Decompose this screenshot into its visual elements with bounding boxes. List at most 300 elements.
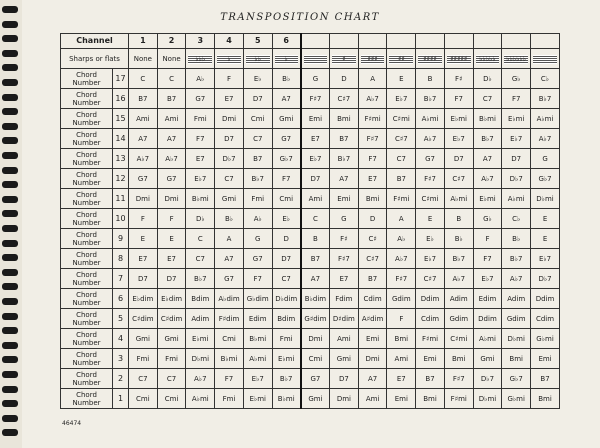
chord-row <box>61 149 560 169</box>
chord-row <box>61 209 560 229</box>
chord-cell: Cdim <box>531 309 560 329</box>
binding-coil <box>2 283 18 290</box>
chord-cell: Gmi <box>473 349 502 369</box>
chord-cell: Bmi <box>416 389 445 409</box>
chord-cell: C7 <box>157 369 186 389</box>
key-signature-cell <box>387 49 416 69</box>
chord-number-label: Chord Number <box>61 369 113 389</box>
chord-cell: Ami <box>129 109 158 129</box>
chord-cell: G <box>330 209 359 229</box>
chord-cell: Adim <box>444 289 473 309</box>
chord-number-label: Chord Number <box>61 249 113 269</box>
chord-cell: G♭ <box>473 209 502 229</box>
chord-cell: A♭7 <box>444 269 473 289</box>
chord-cell: Cmi <box>243 109 272 129</box>
binding-coil <box>2 152 18 159</box>
chord-cell: B <box>301 229 330 249</box>
channel-cell: 1 <box>129 34 158 49</box>
channel-label: Channel <box>61 34 129 49</box>
chord-cell: G7 <box>272 129 301 149</box>
chord-cell: A♭mi <box>416 109 445 129</box>
chord-cell: E♭7 <box>531 249 560 269</box>
chord-cell: Gmi <box>330 349 359 369</box>
key-signature-staff: ♭♭♭♭♭ <box>476 55 500 64</box>
key-signature-cell <box>186 49 215 69</box>
chord-cell: G♭7 <box>502 369 531 389</box>
key-signature-staff: ♭ <box>217 55 241 64</box>
chord-cell: Adim <box>502 289 531 309</box>
chord-cell: D♭mi <box>473 389 502 409</box>
binding-coil <box>2 94 18 101</box>
chord-row <box>61 369 560 389</box>
chord-cell: E♭mi <box>186 329 215 349</box>
chord-cell: Gmi <box>129 329 158 349</box>
chord-cell: D♭7 <box>215 149 244 169</box>
chord-cell: F♯mi <box>416 329 445 349</box>
chord-cell: Ami <box>157 109 186 129</box>
chord-cell: F♯7 <box>444 369 473 389</box>
chord-number-label: Chord Number <box>61 129 113 149</box>
channel-cell <box>301 34 330 49</box>
key-signature-cell <box>157 49 186 69</box>
chord-cell: B♭ <box>502 229 531 249</box>
chord-cell: D♭mi <box>502 329 531 349</box>
key-signature-staff: ♭♭♭ <box>188 55 212 64</box>
chord-cell: B♭7 <box>272 369 301 389</box>
chord-cell: G♭mi <box>502 389 531 409</box>
chord-cell: A7 <box>129 129 158 149</box>
chord-cell: C♯dim <box>157 309 186 329</box>
binding-coil <box>2 415 18 422</box>
chord-number-label: Chord Number <box>61 89 113 109</box>
chord-cell: D <box>330 69 359 89</box>
chord-cell: G7 <box>416 149 445 169</box>
chord-cell: D♭ <box>186 209 215 229</box>
chord-cell: G7 <box>301 369 330 389</box>
chord-cell: E♭mi <box>444 109 473 129</box>
chord-cell: A7 <box>215 249 244 269</box>
chord-cell: A♭ <box>243 209 272 229</box>
chord-number-label: Chord Number <box>61 389 113 409</box>
chord-cell: Fmi <box>186 109 215 129</box>
chord-cell: B♭mi <box>215 349 244 369</box>
chord-row <box>61 389 560 409</box>
binding-coil <box>2 108 18 115</box>
chord-number: 14 <box>113 129 129 149</box>
chord-cell: D♯dim <box>330 309 359 329</box>
chord-cell: Ami <box>301 189 330 209</box>
chord-cell: B♭ <box>272 69 301 89</box>
chord-cell: C♯ <box>358 229 387 249</box>
binding-coil <box>2 137 18 144</box>
chord-cell: B♭dim <box>301 289 330 309</box>
chord-cell: F♯mi <box>358 109 387 129</box>
chord-cell: G7 <box>186 89 215 109</box>
chord-cell: Edim <box>243 309 272 329</box>
chord-cell: E♭7 <box>387 89 416 109</box>
key-signature-cell <box>301 49 330 69</box>
chord-cell: A <box>215 229 244 249</box>
chord-cell: G♭mi <box>531 329 560 349</box>
chord-cell: D♭dim <box>272 289 301 309</box>
chord-cell: E♭ <box>416 229 445 249</box>
chord-cell: A♭mi <box>186 389 215 409</box>
chord-cell: E♭7 <box>416 249 445 269</box>
chord-number: 16 <box>113 89 129 109</box>
chord-number-label: Chord Number <box>61 69 113 89</box>
key-signature-text: None <box>133 54 152 63</box>
chord-cell: A♭mi <box>531 109 560 129</box>
key-signature-cell <box>531 49 560 69</box>
chord-cell: E <box>531 229 560 249</box>
chord-number: 6 <box>113 289 129 309</box>
chord-cell: F♯7 <box>358 129 387 149</box>
key-signature-cell <box>473 49 502 69</box>
chord-cell: B♭mi <box>272 389 301 409</box>
chord-number-label: Chord Number <box>61 149 113 169</box>
chord-cell: C <box>301 209 330 229</box>
chord-cell: B7 <box>243 149 272 169</box>
key-signature-cell <box>416 49 445 69</box>
chord-cell: B♭7 <box>416 89 445 109</box>
chord-cell: A♭7 <box>416 129 445 149</box>
chord-cell: A7 <box>330 169 359 189</box>
chord-cell: Gmi <box>301 389 330 409</box>
chord-cell: B♭7 <box>186 269 215 289</box>
chord-cell: F♯7 <box>330 249 359 269</box>
chord-cell: C♭ <box>502 209 531 229</box>
chord-number: 11 <box>113 189 129 209</box>
chord-cell: C♯mi <box>416 189 445 209</box>
chord-cell: Ddim <box>416 289 445 309</box>
chord-cell: E <box>129 229 158 249</box>
chord-cell: C7 <box>215 169 244 189</box>
chord-number: 4 <box>113 329 129 349</box>
key-signature-cell <box>444 49 473 69</box>
binding-coil <box>2 269 18 276</box>
chord-number-label: Chord Number <box>61 109 113 129</box>
chord-cell: B♭7 <box>243 169 272 189</box>
chord-cell: F <box>215 69 244 89</box>
chord-cell: E♭mi <box>243 389 272 409</box>
binding-coil <box>2 371 18 378</box>
chord-number: 9 <box>113 229 129 249</box>
chord-cell: D7 <box>301 169 330 189</box>
chord-cell: F♯ <box>330 229 359 249</box>
chord-cell: C♯7 <box>387 129 416 149</box>
chord-cell: C♯mi <box>444 329 473 349</box>
chord-cell: G7 <box>157 169 186 189</box>
chord-cell: B7 <box>416 369 445 389</box>
binding-coil <box>2 327 18 334</box>
binding-coil <box>2 167 18 174</box>
catalog-number: 46474 <box>62 420 82 427</box>
chord-cell: F♯mi <box>444 389 473 409</box>
transposition-table <box>60 33 560 409</box>
chord-cell: F♯dim <box>215 309 244 329</box>
chord-number-label: Chord Number <box>61 329 113 349</box>
key-signature-staff: ♯♯♯ <box>361 55 385 64</box>
chord-cell: C♯7 <box>416 269 445 289</box>
chord-cell: G <box>301 69 330 89</box>
chord-cell: B♭7 <box>330 149 359 169</box>
chord-cell: Bdim <box>186 289 215 309</box>
chord-cell: E♭dim <box>129 289 158 309</box>
chord-cell: Bdim <box>272 309 301 329</box>
chord-cell: D7 <box>444 149 473 169</box>
chord-number: 8 <box>113 249 129 269</box>
channel-cell <box>330 34 359 49</box>
chord-cell: E7 <box>301 129 330 149</box>
chord-cell: Emi <box>416 349 445 369</box>
chord-row <box>61 189 560 209</box>
chord-row <box>61 109 560 129</box>
chord-cell: D♭ <box>473 69 502 89</box>
chord-cell: E♭mi <box>502 109 531 129</box>
chord-cell: Gmi <box>157 329 186 349</box>
key-signature-cell <box>272 49 301 69</box>
chord-cell: Cdim <box>358 289 387 309</box>
chord-cell: D♭mi <box>186 349 215 369</box>
chord-cell: Gdim <box>387 289 416 309</box>
chord-cell: F7 <box>272 169 301 189</box>
chord-cell: A♭7 <box>358 89 387 109</box>
chord-cell: A7 <box>157 129 186 149</box>
chord-cell: E♭7 <box>301 149 330 169</box>
chord-cell: A♭ <box>387 229 416 249</box>
chord-cell: D7 <box>330 369 359 389</box>
chord-cell: C♯7 <box>358 249 387 269</box>
chord-cell: A♭mi <box>473 329 502 349</box>
chord-cell: A7 <box>272 89 301 109</box>
chord-cell: A7 <box>358 369 387 389</box>
chord-cell: Cmi <box>215 329 244 349</box>
chord-cell: B♭ <box>444 229 473 249</box>
chord-cell: Emi <box>531 349 560 369</box>
chord-cell: F7 <box>243 269 272 289</box>
chord-number-label: Chord Number <box>61 289 113 309</box>
chord-cell: A♭7 <box>502 269 531 289</box>
chord-row <box>61 69 560 89</box>
chord-cell: E♭7 <box>473 269 502 289</box>
chord-cell: C7 <box>129 369 158 389</box>
chord-cell: F♯7 <box>416 169 445 189</box>
chord-number-label: Chord Number <box>61 209 113 229</box>
chord-cell: C7 <box>473 89 502 109</box>
chord-cell: Ami <box>330 329 359 349</box>
chord-cell: G♭7 <box>272 149 301 169</box>
chord-cell: E7 <box>330 269 359 289</box>
chord-cell: C♯dim <box>129 309 158 329</box>
chord-cell: Bmi <box>502 349 531 369</box>
chord-cell: E7 <box>215 89 244 109</box>
chord-cell: C♯7 <box>330 89 359 109</box>
channel-cell <box>473 34 502 49</box>
chord-cell: Bmi <box>387 329 416 349</box>
chord-cell: Bmi <box>358 189 387 209</box>
chord-cell: F7 <box>444 89 473 109</box>
chord-cell: Cmi <box>157 389 186 409</box>
chord-cell: F♯7 <box>301 89 330 109</box>
key-signature-staff: ♯♯♯♯ <box>418 55 442 64</box>
chord-cell: D♭7 <box>502 169 531 189</box>
binding-coil <box>2 123 18 130</box>
chord-cell: Ddim <box>473 309 502 329</box>
page-title: TRANSPOSITION CHART <box>220 12 380 23</box>
chord-cell: E7 <box>358 169 387 189</box>
channel-cell: 6 <box>272 34 301 49</box>
chord-cell: D7 <box>272 249 301 269</box>
chord-cell: B7 <box>531 369 560 389</box>
chord-cell: F♯mi <box>387 189 416 209</box>
chord-cell: Fmi <box>215 389 244 409</box>
chord-cell: C <box>186 229 215 249</box>
chord-cell: A <box>358 69 387 89</box>
key-signature-cell <box>215 49 244 69</box>
chord-cell: A♭ <box>186 69 215 89</box>
chord-cell: B <box>416 69 445 89</box>
chord-cell: Cmi <box>272 189 301 209</box>
chord-cell: G♭dim <box>243 289 272 309</box>
chord-cell: F7 <box>473 249 502 269</box>
chord-cell: A♭dim <box>215 289 244 309</box>
chord-cell: E <box>416 209 445 229</box>
chord-row <box>61 289 560 309</box>
binding-coil <box>2 313 18 320</box>
chord-cell: A7 <box>301 269 330 289</box>
chord-row <box>61 129 560 149</box>
chord-number: 2 <box>113 369 129 389</box>
chord-cell: C♭ <box>531 69 560 89</box>
chord-number-label: Chord Number <box>61 169 113 189</box>
chord-cell: F♯ <box>444 69 473 89</box>
chord-row <box>61 229 560 249</box>
chord-cell: E♭ <box>272 209 301 229</box>
chord-number: 13 <box>113 149 129 169</box>
binding-coil <box>2 429 18 436</box>
chord-cell: Cmi <box>129 389 158 409</box>
binding-coil <box>2 181 18 188</box>
chord-number: 1 <box>113 389 129 409</box>
chord-cell: E♭mi <box>473 189 502 209</box>
chord-cell: E7 <box>129 249 158 269</box>
key-signature-staff: ♯♯ <box>389 55 413 64</box>
binding-coil <box>2 64 18 71</box>
chord-cell: Bmi <box>531 389 560 409</box>
chord-row <box>61 349 560 369</box>
chord-cell: Bmi <box>444 349 473 369</box>
chord-cell: F <box>129 209 158 229</box>
spiral-binding <box>0 0 22 448</box>
chord-cell: Fdim <box>330 289 359 309</box>
chord-cell: F7 <box>215 369 244 389</box>
chord-cell: Emi <box>387 389 416 409</box>
binding-coil <box>2 356 18 363</box>
key-signature-cell <box>502 49 531 69</box>
chord-cell: A♯dim <box>358 309 387 329</box>
chord-cell: C7 <box>387 149 416 169</box>
chord-row <box>61 269 560 289</box>
binding-coil <box>2 386 18 393</box>
chord-row <box>61 89 560 109</box>
chord-cell: Ami <box>358 389 387 409</box>
chord-cell: Cdim <box>416 309 445 329</box>
chord-cell: E7 <box>186 149 215 169</box>
chord-cell: F <box>157 209 186 229</box>
chord-number-label: Chord Number <box>61 269 113 289</box>
chord-number: 17 <box>113 69 129 89</box>
chord-cell: Fmi <box>272 329 301 349</box>
chord-cell: E <box>387 69 416 89</box>
binding-coil <box>2 196 18 203</box>
chord-cell: D♭7 <box>473 369 502 389</box>
chord-cell: B♭ <box>215 209 244 229</box>
channel-cell: 4 <box>215 34 244 49</box>
chord-cell: B7 <box>157 89 186 109</box>
chord-cell: Fmi <box>157 349 186 369</box>
chord-cell: Bmi <box>330 109 359 129</box>
key-signature-cell <box>243 49 272 69</box>
chord-number-label: Chord Number <box>61 229 113 249</box>
chord-cell: G7 <box>215 269 244 289</box>
chord-cell: A♭7 <box>157 149 186 169</box>
chord-cell: Ami <box>387 349 416 369</box>
chord-cell: A♭7 <box>387 249 416 269</box>
chord-cell: B♭mi <box>186 189 215 209</box>
chord-number: 5 <box>113 309 129 329</box>
chord-cell: B7 <box>301 249 330 269</box>
chord-cell: Gdim <box>444 309 473 329</box>
chord-cell: Fmi <box>129 349 158 369</box>
chord-cell: A♭7 <box>186 369 215 389</box>
key-signature-cell <box>330 49 359 69</box>
chord-cell: Dmi <box>301 329 330 349</box>
chord-cell: B7 <box>330 129 359 149</box>
chord-cell: Ddim <box>531 289 560 309</box>
chord-cell: F <box>473 229 502 249</box>
channel-cell <box>531 34 560 49</box>
chord-cell: A♭7 <box>129 149 158 169</box>
chord-cell: Cmi <box>301 349 330 369</box>
key-signature-text: None <box>162 54 181 63</box>
chord-cell: B♭7 <box>502 249 531 269</box>
chord-cell: D <box>272 229 301 249</box>
binding-coil <box>2 342 18 349</box>
key-signature-staff <box>533 55 557 64</box>
chord-cell: F♯7 <box>387 269 416 289</box>
chord-cell: C <box>129 69 158 89</box>
chord-cell: B7 <box>129 89 158 109</box>
chord-row <box>61 309 560 329</box>
chord-cell: A♭7 <box>473 169 502 189</box>
chord-cell: C7 <box>243 129 272 149</box>
chord-cell: Dmi <box>358 349 387 369</box>
chord-cell: G <box>531 149 560 169</box>
chord-row <box>61 169 560 189</box>
chord-number-label: Chord Number <box>61 309 113 329</box>
channel-cell <box>416 34 445 49</box>
chord-cell: Gmi <box>272 109 301 129</box>
channel-cell <box>358 34 387 49</box>
chord-cell: B♭7 <box>473 129 502 149</box>
chord-cell: D7 <box>502 149 531 169</box>
chord-cell: E♭dim <box>157 289 186 309</box>
chord-cell: A♭mi <box>243 349 272 369</box>
chord-cell: E <box>531 209 560 229</box>
chord-cell: E♭mi <box>272 349 301 369</box>
key-signature-staff: ♭♭ <box>246 55 270 64</box>
chord-cell: Dmi <box>330 389 359 409</box>
